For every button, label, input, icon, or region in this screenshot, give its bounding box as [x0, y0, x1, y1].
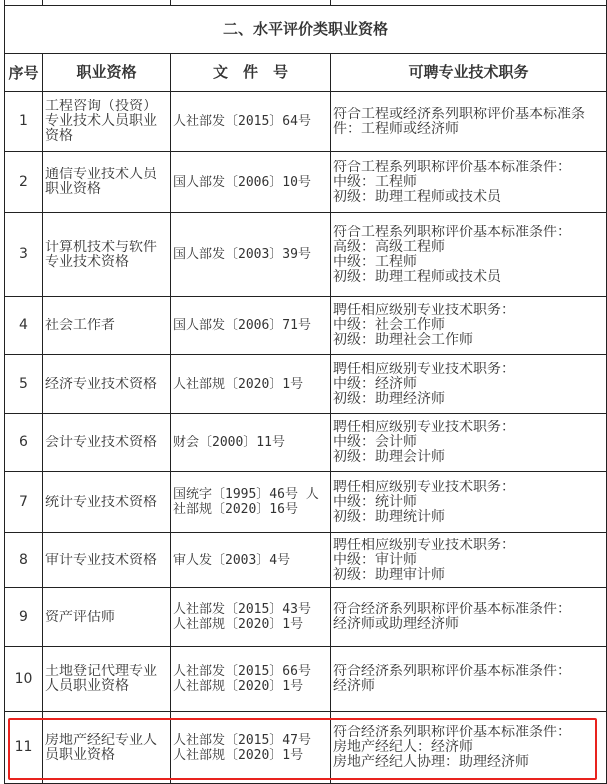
table-row [5, 588, 607, 647]
row-number-text: 10 [14, 671, 33, 687]
positions [331, 213, 607, 297]
document-number [171, 355, 331, 414]
document-number [171, 647, 331, 712]
document-number [171, 414, 331, 472]
positions [331, 92, 607, 152]
document-number [171, 588, 331, 647]
positions [331, 647, 607, 712]
position-line: 经济师或助理经济师 [333, 616, 459, 632]
position-line: 初级：助理审计师 [333, 566, 445, 583]
row-number-text: 1 [19, 114, 28, 129]
qualification-name [43, 712, 171, 784]
table-row [5, 355, 607, 414]
table-row [5, 472, 607, 533]
table-row [5, 297, 607, 355]
qualification-name [43, 92, 171, 152]
position-line: 中级：经济师 [333, 375, 417, 392]
row-number-text: 9 [19, 609, 28, 625]
position-line: 符合工程系列职称评价基本标准条件： [333, 159, 571, 175]
position-line: 中级：工程师 [333, 173, 417, 190]
qualification-name [43, 297, 171, 355]
header-qualification: 职业资格 [43, 54, 171, 92]
qualification-name-text: 资产评估师 [45, 609, 115, 625]
document-number-text: 国统字〔1995〕46号 人社部规〔2020〕16号 [173, 487, 319, 517]
qualification-name-text: 统计专业技术资格 [45, 494, 157, 510]
document-number-text: 审人发〔2003〕4号 [173, 552, 291, 568]
table-row [5, 533, 607, 588]
table-row [5, 92, 607, 152]
row-number [5, 588, 43, 647]
position-line: 中级：统计师 [333, 493, 417, 510]
row-number [5, 213, 43, 297]
positions [331, 712, 607, 784]
positions [331, 152, 607, 213]
qualification-name [43, 647, 171, 712]
header-no: 序号 [5, 54, 43, 92]
position-line: 经济师 [333, 678, 375, 694]
positions [331, 588, 607, 647]
row-number-text: 5 [19, 376, 28, 392]
qualification-name [43, 472, 171, 533]
position-line: 初级：助理社会工作师 [333, 332, 473, 348]
document-number-text: 人社部发〔2015〕43号 人社部规〔2020〕1号 [173, 602, 311, 632]
document-number-text: 人社部规〔2020〕1号 [173, 376, 304, 392]
position-line: 聘任相应级别专业技术职务： [333, 420, 515, 435]
qualification-name [43, 533, 171, 588]
row-number-text: 7 [19, 494, 28, 510]
row-number-text: 11 [14, 740, 33, 755]
position-line: 高级：高级工程师 [333, 238, 445, 255]
positions [331, 355, 607, 414]
qualification-name-text: 房地产经纪专业人员职业资格 [45, 732, 157, 763]
position-line: 中级：社会工作师 [333, 317, 445, 333]
qualification-name [43, 588, 171, 647]
document-number [171, 712, 331, 784]
position-line: 符合工程系列职称评价基本标准条件： [333, 224, 571, 240]
header-positions: 可聘专业技术职务 [331, 54, 607, 92]
row-number [5, 92, 43, 152]
qualification-name [43, 152, 171, 213]
positions [331, 472, 607, 533]
table-row [5, 414, 607, 472]
row-number [5, 152, 43, 213]
document-number [171, 297, 331, 355]
position-line: 符合经济系列职称评价基本标准条件： [333, 602, 571, 617]
row-number-text: 8 [19, 552, 28, 568]
document-number [171, 533, 331, 588]
position-line: 初级：助理经济师 [333, 390, 445, 407]
qualification-name-text: 工程咨询（投资）专业技术人员职业资格 [45, 99, 157, 144]
position-line: 初级：助理统计师 [333, 508, 445, 525]
position-line: 房地产经纪人协理：助理经济师 [333, 754, 529, 770]
position-line: 聘任相应级别专业技术职务： [333, 361, 515, 377]
qualification-name-text: 审计专业技术资格 [45, 552, 157, 568]
qualification-name-text: 会计专业技术资格 [45, 435, 157, 450]
position-line: 中级：会计师 [333, 434, 417, 450]
position-line: 初级：助理工程师或技术员 [333, 188, 501, 205]
position-line: 聘任相应级别专业技术职务： [333, 303, 515, 318]
table-row [5, 213, 607, 297]
row-number [5, 414, 43, 472]
row-number [5, 533, 43, 588]
position-line: 聘任相应级别专业技术职务： [333, 479, 515, 495]
position-line: 中级：工程师 [333, 253, 417, 270]
table-row [5, 712, 607, 784]
table-row [5, 647, 607, 712]
document-number-text: 财会〔2000〕11号 [173, 435, 285, 450]
document-number-text: 人社部发〔2015〕64号 [173, 114, 311, 129]
document-number-text: 人社部发〔2015〕47号 人社部规〔2020〕1号 [173, 732, 311, 763]
position-line: 聘任相应级别专业技术职务： [333, 537, 515, 553]
qualification-name-text: 社会工作者 [45, 318, 115, 333]
qualification-name [43, 355, 171, 414]
row-number-text: 3 [19, 247, 28, 262]
document-number-text: 国人部发〔2006〕71号 [173, 318, 311, 333]
position-line: 初级：助理会计师 [333, 449, 445, 465]
position-line: 初级：助理工程师或技术员 [333, 268, 501, 285]
table-row [5, 152, 607, 213]
position-line: 中级：审计师 [333, 551, 417, 568]
row-number [5, 472, 43, 533]
section-title: 二、水平评价类职业资格 [5, 6, 607, 54]
row-number [5, 712, 43, 784]
position-line: 符合经济系列职称评价基本标准条件： [333, 725, 571, 740]
row-number [5, 647, 43, 712]
row-number-text: 2 [19, 174, 28, 190]
position-line: 符合工程或经济系列职称评价基本标准条件：工程师或经济师 [333, 106, 585, 137]
qualification-name [43, 414, 171, 472]
qualification-name-text: 通信专业技术人员职业资格 [45, 167, 157, 197]
position-line: 符合经济系列职称评价基本标准条件： [333, 664, 571, 679]
document-number-text: 国人部发〔2003〕39号 [173, 247, 311, 262]
position-line: 房地产经纪人：经济师 [333, 739, 473, 755]
row-number [5, 355, 43, 414]
qualification-name-text: 计算机技术与软件专业技术资格 [45, 239, 157, 270]
document-number [171, 152, 331, 213]
document-number [171, 92, 331, 152]
qualification-name-text: 经济专业技术资格 [45, 376, 157, 392]
document-number-text: 人社部发〔2015〕66号 人社部规〔2020〕1号 [173, 664, 311, 694]
document-number [171, 213, 331, 297]
row-number-text: 6 [19, 435, 28, 450]
positions [331, 533, 607, 588]
positions [331, 414, 607, 472]
qualification-name-text: 土地登记代理专业人员职业资格 [45, 664, 157, 694]
positions [331, 297, 607, 355]
row-number-text: 4 [19, 318, 28, 333]
qualification-name [43, 213, 171, 297]
header-document: 文 件 号 [171, 54, 331, 92]
qualification-table [4, 0, 607, 784]
document-number-text: 国人部发〔2006〕10号 [173, 174, 311, 190]
document-number [171, 472, 331, 533]
row-number [5, 297, 43, 355]
